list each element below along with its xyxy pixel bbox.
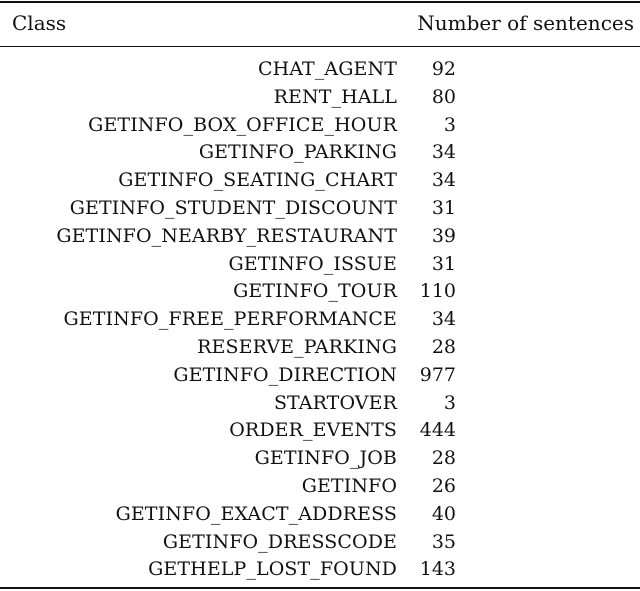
class-cell: GETINFO_DIRECTION (173, 363, 397, 386)
count-cell: 3 (443, 391, 456, 414)
header-class: Class (12, 11, 67, 35)
count-cell: 34 (431, 169, 456, 192)
class-cell: GETINFO_JOB (254, 447, 397, 470)
count-cell: 80 (431, 85, 456, 108)
count-cell: 40 (431, 502, 456, 525)
class-cell: GETINFO_PARKING (198, 141, 397, 164)
count-cell: 110 (419, 280, 456, 303)
class-cell: GETINFO (301, 474, 397, 497)
class-cell: RENT_HALL (273, 85, 397, 108)
header-number-of-sentences: Number of sentences (417, 11, 634, 35)
table-row (0, 167, 640, 195)
class-cell: GETHELP_LOST_FOUND (148, 558, 397, 581)
table-row (0, 223, 640, 251)
class-cell: GETINFO_ISSUE (228, 252, 397, 275)
table-row (0, 362, 640, 390)
count-cell: 3 (443, 113, 456, 136)
class-cell: GETINFO_BOX_OFFICE_HOUR (88, 113, 397, 136)
table-row (0, 278, 640, 306)
table-row (0, 139, 640, 167)
class-cell: GETINFO_SEATING_CHART (118, 169, 397, 192)
table-row (0, 112, 640, 140)
table-row (0, 390, 640, 418)
table-row (0, 417, 640, 445)
table-row (0, 84, 640, 112)
class-cell: GETINFO_DRESSCODE (162, 530, 397, 553)
bottom-rule (0, 587, 640, 589)
class-cell: GETINFO_FREE_PERFORMANCE (63, 308, 397, 331)
count-cell: 26 (431, 474, 456, 497)
count-cell: 92 (431, 58, 456, 80)
count-cell: 39 (431, 224, 456, 247)
table-row (0, 56, 640, 84)
count-cell: 444 (419, 419, 456, 442)
class-cell: GETINFO_STUDENT_DISCOUNT (69, 196, 397, 219)
top-rule (0, 1, 640, 3)
count-cell: 28 (431, 447, 456, 470)
count-cell: 34 (431, 308, 456, 331)
count-cell: 143 (419, 558, 456, 581)
table-row (0, 529, 640, 557)
table-row (0, 334, 640, 362)
class-cell: GETINFO_EXACT_ADDRESS (115, 502, 397, 525)
table-row (0, 501, 640, 529)
count-cell: 31 (431, 196, 456, 219)
count-cell: 28 (431, 335, 456, 358)
class-cell: GETINFO_NEARBY_RESTAURANT (56, 224, 397, 247)
table-row (0, 195, 640, 223)
header-rule (0, 46, 640, 47)
class-cell: ORDER_EVENTS (229, 419, 397, 442)
table-row (0, 556, 640, 584)
class-cell: STARTOVER (273, 391, 397, 414)
class-cell: CHAT_AGENT (257, 58, 397, 80)
count-cell: 35 (431, 530, 456, 553)
class-cell: GETINFO_TOUR (233, 280, 397, 303)
table-row (0, 306, 640, 334)
count-cell: 34 (431, 141, 456, 164)
table-body (0, 56, 640, 584)
table-row (0, 445, 640, 473)
table-row (0, 473, 640, 501)
count-cell: 31 (431, 252, 456, 275)
class-cell: RESERVE_PARKING (197, 335, 397, 358)
count-cell: 977 (419, 363, 456, 386)
table-row (0, 251, 640, 279)
